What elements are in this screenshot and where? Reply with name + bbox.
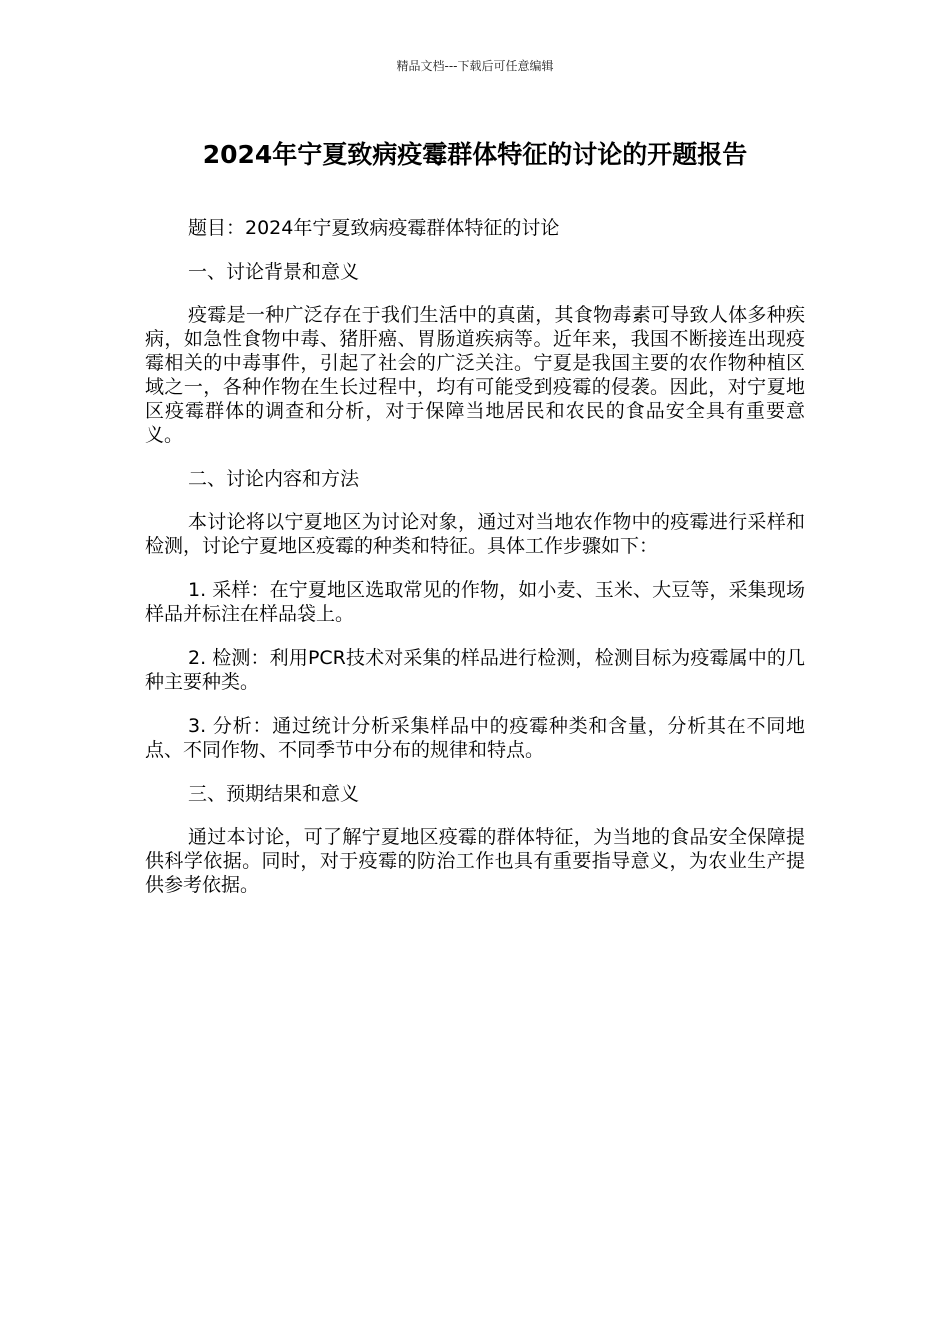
document-title: 2024年宁夏致病疫霉群体特征的讨论的开题报告 bbox=[202, 140, 748, 169]
paragraph-methods-intro: 本讨论将以宁夏地区为讨论对象，通过对当地农作物中的疫霉进行采样和检测，讨论宁夏地区疫霉的种类和特征。具体工作步骤如下： bbox=[145, 511, 805, 557]
section-heading-background: 一、讨论背景和意义 bbox=[188, 261, 360, 283]
paragraph-step-sampling: 1. 采样：在宁夏地区选取常见的作物，如小麦、玉米、大豆等，采集现场样品并标注在样品袋上。 bbox=[145, 579, 805, 625]
document-body bbox=[145, 216, 805, 917]
paragraph-step-analysis: 3. 分析：通过统计分析采集样品中的疫霉种类和含量，分析其在不同地点、不同作物、不同季节中分布的规律和特点。 bbox=[145, 715, 805, 761]
header-note: 精品文档---下载后可任意编辑 bbox=[396, 59, 554, 73]
subject-line: 题目：2024年宁夏致病疫霉群体特征的讨论 bbox=[188, 217, 560, 239]
section-heading-results: 三、预期结果和意义 bbox=[188, 783, 360, 805]
paragraph-step-detection: 2. 检测：利用PCR技术对采集的样品进行检测，检测目标为疫霉属中的几种主要种类。 bbox=[145, 647, 805, 693]
paragraph-background: 疫霉是一种广泛存在于我们生活中的真菌，其食物毒素可导致人体多种疾病，如急性食物中毒、猪肝癌、胃肠道疾病等。近年来，我国不断接连出现疫霉相关的中毒事件，引起了社会的广泛关注。宁夏是我国主要的农作物种植区域之一，各种作物在生长过程中，均有可能受到疫霉的侵袭。因此，对宁夏地区疫霉群体的调查和分析，对于保障当地居民和农民的食品安全具有重要意义。 bbox=[145, 304, 805, 446]
section-heading-methods: 二、讨论内容和方法 bbox=[188, 468, 360, 490]
paragraph-results: 通过本讨论，可了解宁夏地区疫霉的群体特征，为当地的食品安全保障提供科学依据。同时，对于疫霉的防治工作也具有重要指导意义，为农业生产提供参考依据。 bbox=[145, 826, 805, 896]
